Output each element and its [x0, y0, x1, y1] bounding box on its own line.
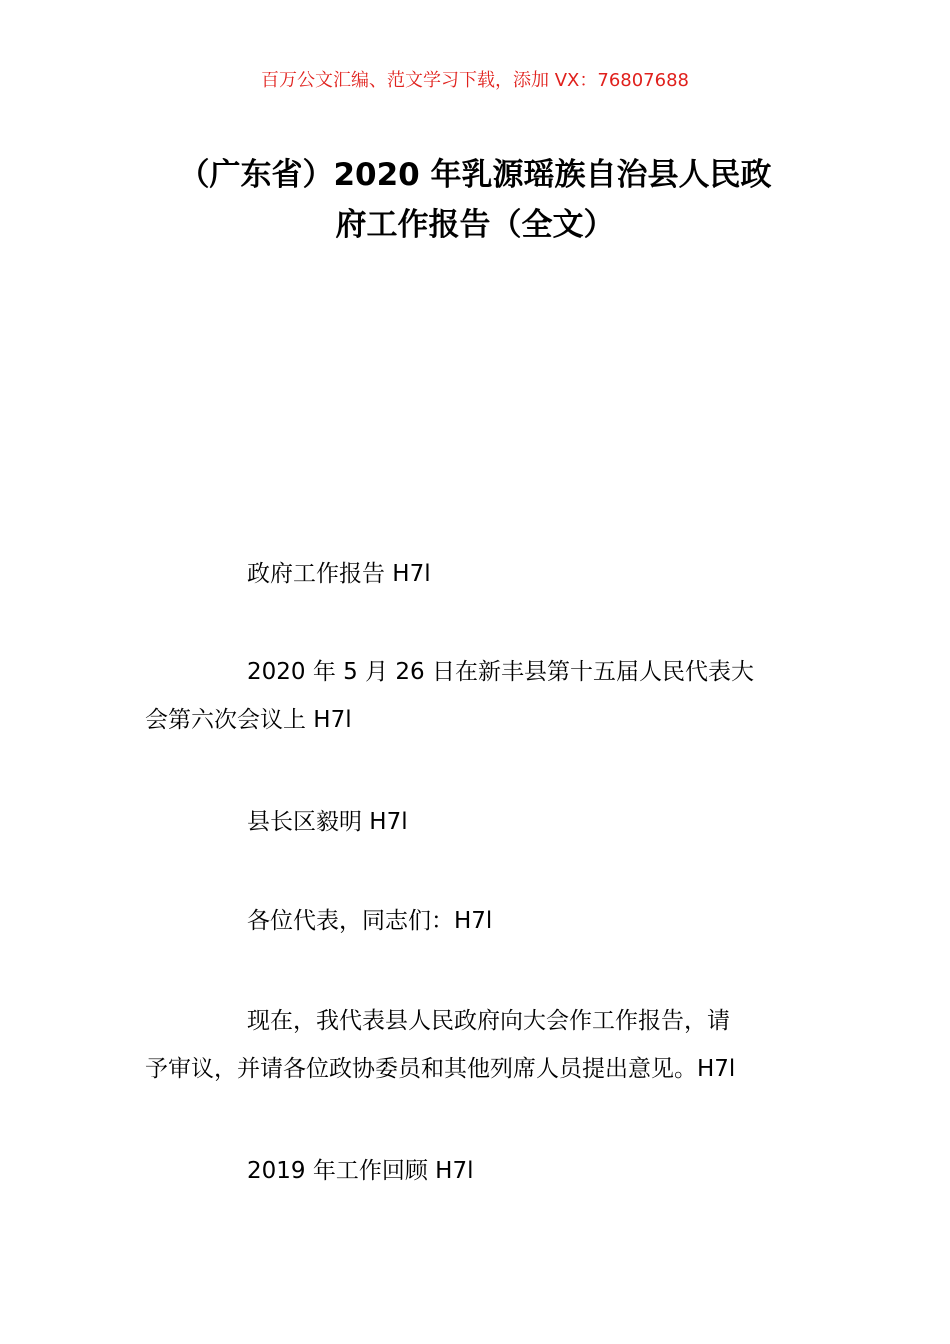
section-heading-review	[145, 1147, 810, 1195]
title-line-2: 府工作报告（全文）	[335, 207, 615, 243]
paragraph-text: 2020 年 5 月 26 日在新丰县第十五届人民代表大	[247, 659, 754, 685]
header-notice: 百万公文汇编、范文学习下载，添加 VX：76807688	[261, 70, 689, 91]
paragraph-report-label	[145, 550, 810, 598]
paragraph-text: 现在，我代表县人民政府向大会作工作报告，请	[247, 1008, 730, 1034]
paragraph-text: 予审议，并请各位政协委员和其他列席人员提出意见。H7l	[145, 1056, 736, 1082]
paragraph-intro	[145, 997, 810, 1093]
title-line-1: （广东省）2020 年乳源瑶族自治县人民政	[178, 157, 772, 193]
paragraph-text: 各位代表，同志们：H7l	[247, 908, 493, 934]
paragraph-greeting	[145, 897, 810, 945]
paragraph-text: 政府工作报告 H7l	[247, 561, 431, 587]
paragraph-speaker	[145, 798, 810, 846]
paragraph-text: 县长区毅明 H7l	[247, 809, 408, 835]
document-title	[120, 150, 830, 250]
paragraph-text: 会第六次会议上 H7l	[145, 707, 352, 733]
paragraph-meeting-date	[145, 648, 810, 744]
paragraph-text: 2019 年工作回顾 H7l	[247, 1158, 474, 1184]
